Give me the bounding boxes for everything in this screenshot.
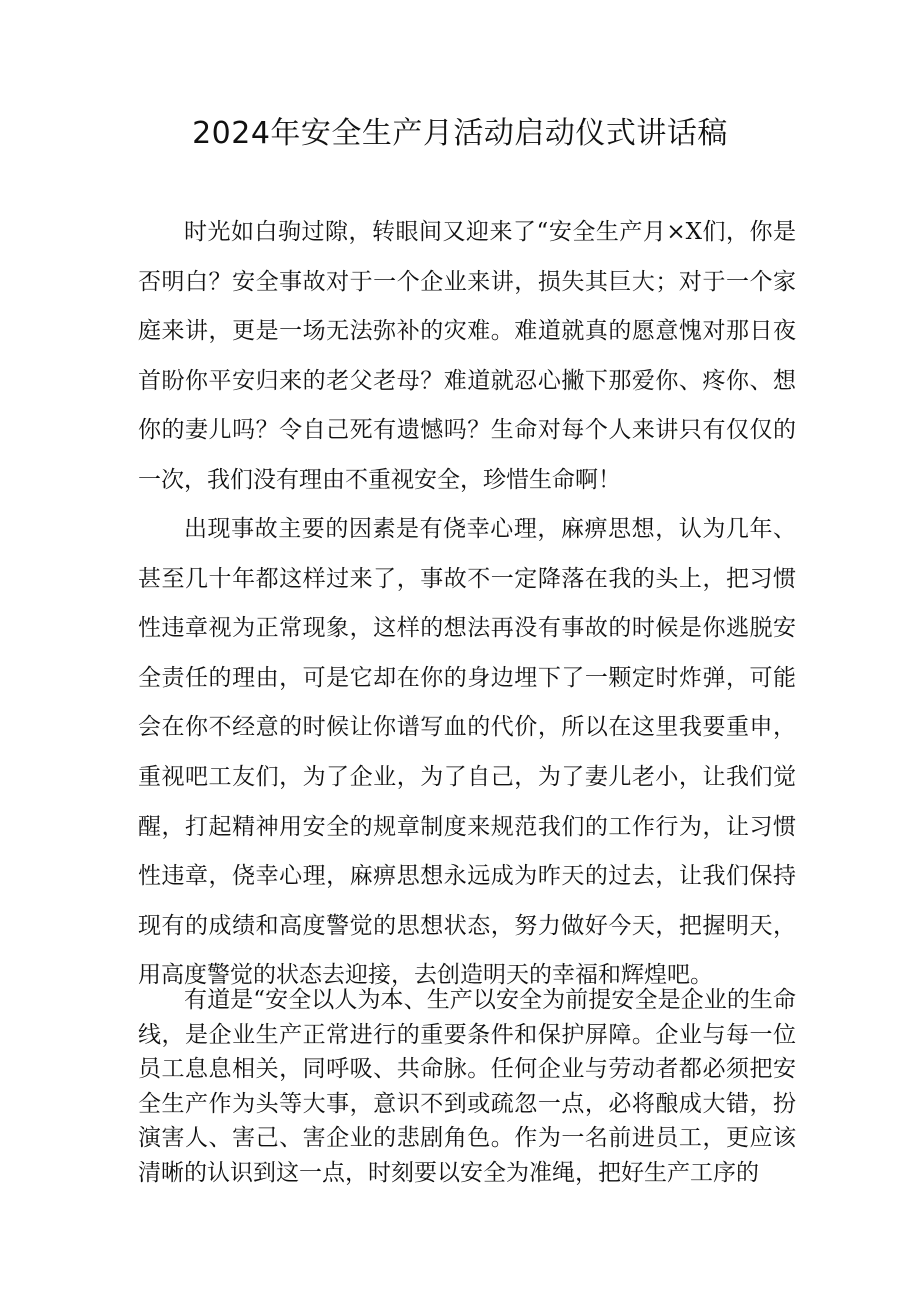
paragraph-1: 时光如白驹过隙，转眼间又迎来了“安全生产月×X们，你是否明白？安全事故对于一个企业来讲，损失其巨大；对于一个家庭来讲，更是一场无法弥补的灾难。难道就真的愿意愧对那日夜首盼你平安归来的老父老母？难道就忍心撇下那爱你、疼你、想你的妻儿吗？令自己死有遗憾吗？生命对每个人来讲只有仅仅的一次，我们没有理由不重视安全，珍惜生命啊！: [138, 219, 796, 493]
paragraph-2: 出现事故主要的因素是有侥幸心理，麻痹思想，认为几年、甚至几十年都这样过来了，事故不一定降落在我的头上，把习惯性违章视为正常现象，这样的想法再没有事故的时候是你逃脱安全责任的理由，可是它却在你的身边埋下了一颗定时炸弹，可能会在你不经意的时候让你谱写血的代价，所以在这里我要重申，重视吧工友们，为了企业，为了自己，为了妻儿老小，让我们觉醒，打起精神用安全的规章制度来规范我们的工作行为，让习惯性违章，侥幸心理，麻痹思想永远成为昨天的过去，让我们保持现有的成绩和高度警觉的思想状态，努力做好今天，把握明天，用高度警觉的状态去迎接，去创造明天的幸福和辉煌吧。: [138, 516, 796, 989]
document-title: 2024年安全生产月活动启动仪式讲话稿: [192, 116, 728, 151]
paragraph-3: 有道是“安全以人为本、生产以安全为前提安全是企业的生命线，是企业生产正常进行的重要条件和保护屏障。企业与每一位员工息息相关，同呼吸、共命脉。任何企业与劳动者都必须把安全生产作为头等大事，意识不到或疏忽一点，必将酿成大错，扮演害人、害己、害企业的悲剧角色。作为一名前进员工，更应该清晰的认识到这一点，时刻要以安全为准绳，把好生产工序的: [138, 987, 796, 1186]
